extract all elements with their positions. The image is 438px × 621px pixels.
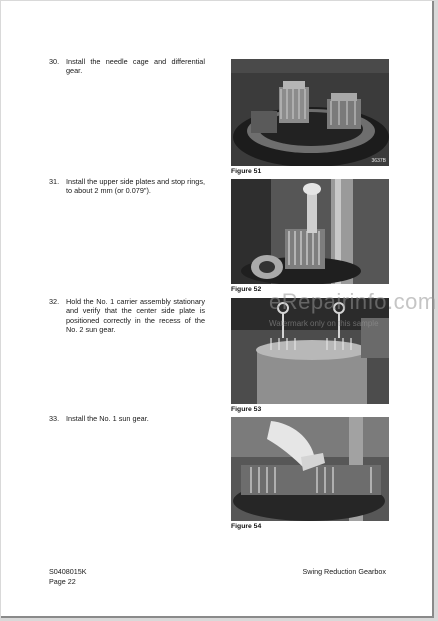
step-30 xyxy=(49,57,205,76)
step-text: Install the upper side plates and stop rings, to about 2 mm (or 0.079"). xyxy=(66,177,205,196)
figure-52-caption: Figure 52 xyxy=(231,286,262,293)
watermark-note: Watermark only on this sample xyxy=(269,319,379,328)
footer-doc-code: S0408015K xyxy=(49,567,87,576)
figure-51-photo xyxy=(231,59,389,166)
footer-section-title: Swing Reduction Gearbox xyxy=(302,567,386,576)
step-number: 32. xyxy=(49,297,60,306)
footer-page-number: Page 22 xyxy=(49,577,76,586)
figure-51-caption: Figure 51 xyxy=(231,168,262,175)
figure-54-caption: Figure 54 xyxy=(231,523,262,530)
manual-page xyxy=(1,1,437,618)
photo-label: 3637B xyxy=(371,158,386,164)
step-31 xyxy=(49,177,205,196)
step-text: Install the No. 1 sun gear. xyxy=(66,414,149,423)
figure-53-caption: Figure 53 xyxy=(231,406,262,413)
step-33 xyxy=(49,414,205,423)
step-32 xyxy=(49,297,205,335)
step-number: 33. xyxy=(49,414,60,423)
step-number: 31. xyxy=(49,177,60,186)
step-text: Install the needle cage and differential gear. xyxy=(66,57,205,76)
figure-54-photo xyxy=(231,417,389,521)
figure-52-photo xyxy=(231,179,389,284)
watermark-site: eRepairinfo.com xyxy=(269,289,437,314)
step-text: Hold the No. 1 carrier assembly stationary and verify that the center side plate is positioned correctly in the recess of the No. 2 sun gear. xyxy=(66,297,205,335)
step-number: 30. xyxy=(49,57,60,66)
